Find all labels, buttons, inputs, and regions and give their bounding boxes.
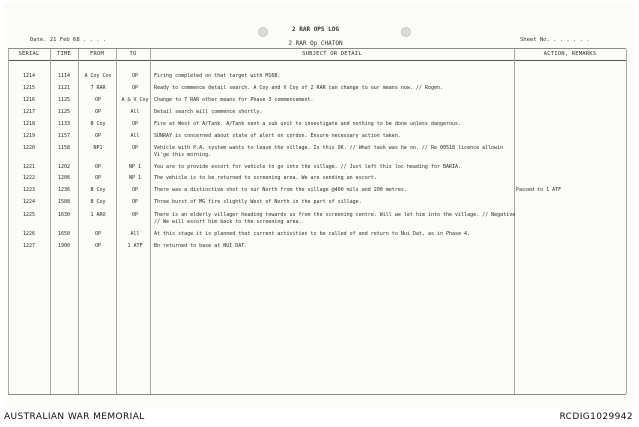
row-from: B Coy (90, 121, 106, 127)
table-row (8, 85, 626, 95)
table-row (8, 109, 626, 119)
row-serial: 1218 (22, 121, 36, 127)
table-row (8, 212, 626, 225)
row-serial: 1214 (22, 73, 36, 79)
row-serial: 1224 (22, 199, 36, 205)
row-from: NP1 (93, 145, 103, 151)
row-serial: 1220 (22, 145, 36, 151)
archive-reference: RCDIG1029942 (559, 412, 633, 422)
row-from: B Coy (90, 199, 106, 205)
row-subject: SUNRAY is concerned about state of alert on cordon. Ensure necessary action taken. (154, 133, 401, 139)
table-row (8, 199, 626, 209)
column-header-serial: SERIAL (18, 51, 40, 57)
row-subject: You are to provide escort for vehicle to go into the village. // Just left this loc heading for BARIA. (154, 164, 462, 170)
table-row (8, 164, 626, 174)
row-from: OP (94, 133, 102, 139)
row-time: 1133 (57, 121, 71, 127)
table-row (8, 121, 626, 131)
row-serial: 1225 (22, 212, 36, 218)
row-to: OP (131, 121, 139, 127)
row-from: OP (94, 97, 102, 103)
row-to: OP (131, 85, 139, 91)
row-time: 1630 (57, 212, 71, 218)
table-row (8, 145, 626, 158)
row-subject: Vehicle with P.A. system wants to leave the village. Is this OK. // What task was he on. // Re 00518 licence allowin (154, 145, 504, 151)
row-to: OP (131, 73, 139, 79)
row-to: NP 1 (128, 164, 142, 170)
row-subject: There is an elderly villager heading towards us from the screening centre. Will we let him into the village. // Negative (154, 212, 516, 218)
table-row (8, 73, 626, 83)
row-subject-continued: // We will escort him back to the screening area. (154, 219, 302, 225)
row-from: OP (94, 109, 102, 115)
row-from: B Coy (90, 187, 106, 193)
column-header-subject: SUBJECT OR DETAIL (302, 51, 362, 57)
archive-credit: AUSTRALIAN WAR MEMORIAL (4, 412, 145, 422)
header-bottom-rule (8, 60, 626, 61)
row-serial: 1221 (22, 164, 36, 170)
row-time: 1650 (57, 231, 71, 237)
row-serial: 1223 (22, 187, 36, 193)
row-time: 1121 (57, 85, 71, 91)
row-action: Passed to 1 ATF (516, 187, 562, 193)
row-from: OP (94, 164, 102, 170)
row-subject: Detail search will commence shortly. (154, 109, 263, 115)
table-bottom-rule (8, 394, 626, 395)
row-serial: 1226 (22, 231, 36, 237)
row-time: 1158 (57, 145, 71, 151)
row-to: A & V Coy (121, 97, 149, 103)
row-serial: 1217 (22, 109, 36, 115)
row-time: 1900 (57, 243, 71, 249)
row-subject: Bn returned to base at NUI DAT. (154, 243, 248, 249)
row-subject: Firing completed on that target with M16B. (154, 73, 281, 79)
header-top-rule (8, 48, 626, 49)
row-serial: 1222 (22, 175, 36, 181)
row-subject: At this stage it is planned that current activities to be called of and return to Nui Dat, as in Phase 4. (154, 231, 471, 237)
row-subject-continued: Vi'ge this morning. (154, 152, 212, 158)
column-divider (626, 49, 627, 394)
row-to: OP (131, 145, 139, 151)
row-subject: Fire at West of A/Tank. A/Tank sent a sub unit to investigate and nothing to be done unless dangerous. (154, 121, 462, 127)
row-serial: 1227 (22, 243, 36, 249)
row-serial: 1216 (22, 97, 36, 103)
row-time: 1206 (57, 175, 71, 181)
row-from: OP (94, 231, 102, 237)
row-to: NP 1 (128, 175, 142, 181)
row-to: OP (131, 212, 139, 218)
table-row (8, 231, 626, 241)
row-serial: 1219 (22, 133, 36, 139)
row-to: All (130, 231, 140, 237)
column-header-from: FROM (89, 51, 105, 57)
row-to: All (130, 109, 140, 115)
row-from: OP (94, 175, 102, 181)
row-to: OP (131, 187, 139, 193)
row-time: 1125 (57, 109, 71, 115)
row-subject: There was a distinctive shot to our North from the village @400 mils and 200 metres. (154, 187, 407, 193)
row-from: 7 RAR (90, 85, 106, 91)
row-from: A Coy Cov (84, 73, 112, 79)
row-time: 1508 (57, 199, 71, 205)
row-to: OP (131, 199, 139, 205)
row-from: 1 ARU (90, 212, 106, 218)
column-header-to: TO (129, 51, 137, 57)
row-to: All (130, 133, 140, 139)
table-row (8, 97, 626, 107)
row-from: OP (94, 243, 102, 249)
sheet-label: Sheet No. . . . . . . (520, 37, 590, 43)
column-header-action: ACTION, REMARKS (543, 51, 597, 57)
row-serial: 1215 (22, 85, 36, 91)
row-subject: Ready to commence detail search. A Coy and V Coy of 2 RAR can change to our means now. // Rogen. (154, 85, 443, 91)
document-subtitle: 2 RAR Op CHATON (288, 40, 343, 47)
row-time: 1157 (57, 133, 71, 139)
row-time: 1114 (57, 73, 71, 79)
column-header-time: TIME (56, 51, 72, 57)
row-subject: Three burst of MG fire slightly West of North in the part of village. (154, 199, 362, 205)
table-row (8, 187, 626, 197)
row-time: 1125 (57, 97, 71, 103)
table-row (8, 175, 626, 185)
table-row (8, 133, 626, 143)
date-label: Date. 21 Feb 68 . . . . (30, 37, 107, 43)
row-subject: Change to 7 RAR other means for Phase 3 commencement. (154, 97, 314, 103)
row-time: 1202 (57, 164, 71, 170)
row-time: 1236 (57, 187, 71, 193)
table-row (8, 243, 626, 253)
row-subject: The vehicle is to be returned to screening area. We are sending an escort. (154, 175, 377, 181)
document-title: 2 RAR OPS LOG (292, 26, 339, 33)
row-to: 1 ATF (127, 243, 143, 249)
